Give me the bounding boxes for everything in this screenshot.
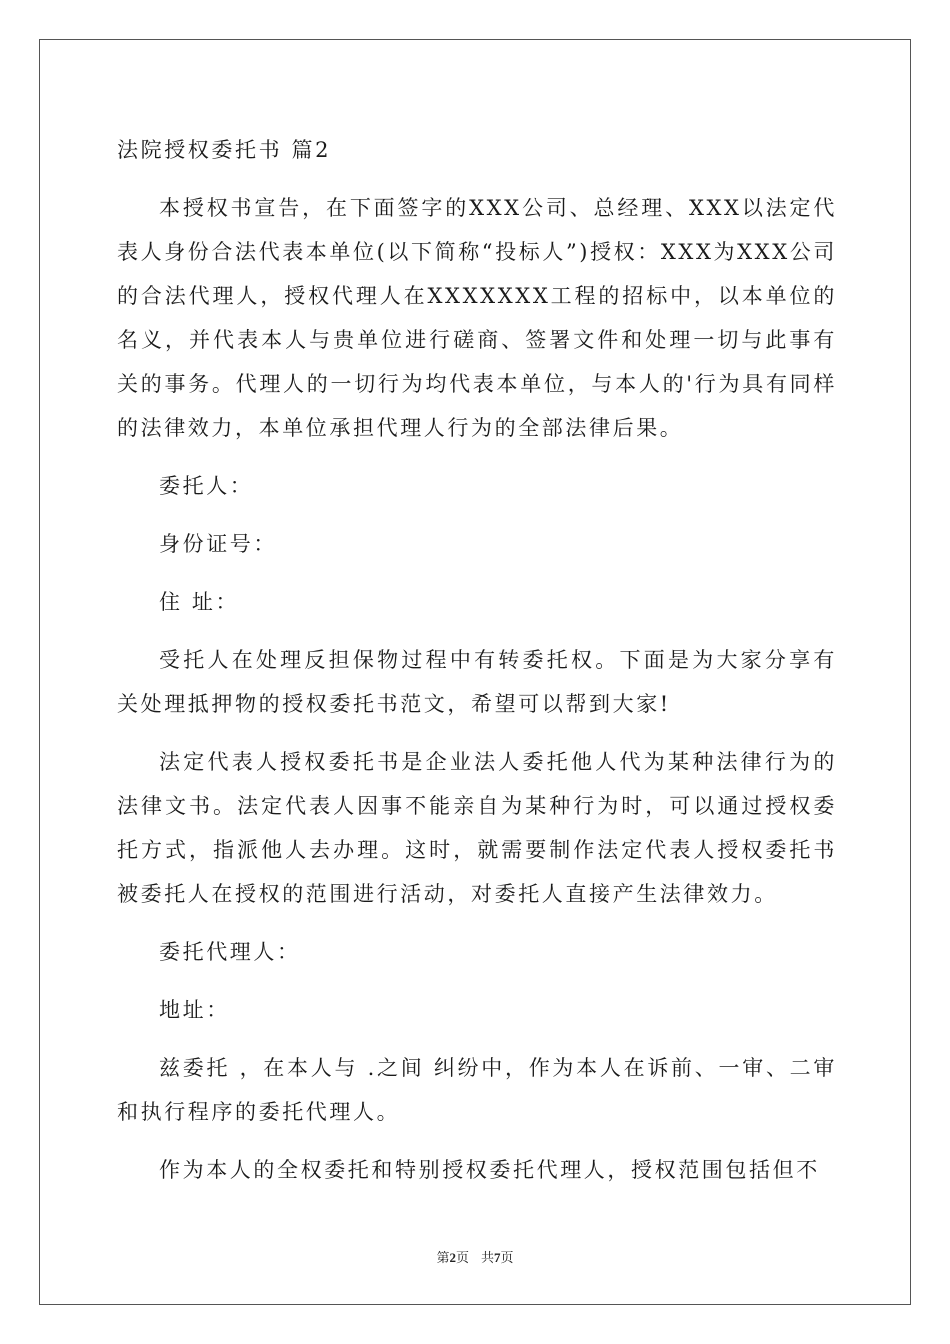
page-suffix: 页 bbox=[455, 1250, 469, 1265]
document-title: 法院授权委托书 篇2 bbox=[117, 138, 332, 162]
page-number: 2 bbox=[449, 1250, 456, 1265]
paragraph-authorization-declaration: 本授权书宣告，在下面签字的XXX公司、总经理、XXX以法定代表人身份合法代表本单位(以下简称“投标人”)授权：XXX为XXX公司的合法代理人，授权代理人在XXXXXXX工程的招标中，以本单位的名义，并代表本人与贵单位进行磋商、签署文件和处理一切与此事有关的事务。代理人的一切行为均代表本单位，与本人的'行为具有同样的法律效力，本单位承担代理人行为的全部法律后果。 bbox=[117, 196, 837, 440]
paragraph-legal-representative: 法定代表人授权委托书是企业法人委托他人代为某种法律行为的法律文书。法定代表人因事不能亲自为某种行为时，可以通过授权委托方式，指派他人去办理。这时，就需要制作法定代表人授权委托书被委托人在授权的范围进行活动，对委托人直接产生法律效力。 bbox=[117, 750, 837, 906]
field-id-number: 身份证号： bbox=[159, 532, 277, 556]
field-address: 住 址： bbox=[159, 590, 240, 614]
paragraph-entrustment: 兹委托 ，在本人与 .之间 纠纷中，作为本人在诉前、一审、二审和执行程序的委托代理人。 bbox=[117, 1056, 837, 1124]
paragraph-sub-delegation: 受托人在处理反担保物过程中有转委托权。下面是为大家分享有关处理抵押物的授权委托书范文，希望可以帮到大家! bbox=[117, 648, 837, 716]
page-prefix: 第 bbox=[436, 1250, 450, 1265]
page-footer bbox=[0, 1247, 950, 1266]
total-pages: 7 bbox=[494, 1250, 501, 1265]
total-prefix: 共 bbox=[481, 1250, 495, 1265]
field-principal: 委托人： bbox=[159, 474, 254, 498]
field-agent-address: 地址： bbox=[159, 998, 230, 1022]
paragraph-scope: 作为本人的全权委托和特别授权委托代理人，授权范围包括但不 bbox=[159, 1158, 820, 1182]
field-agent: 委托代理人： bbox=[159, 940, 301, 964]
document-body bbox=[117, 128, 837, 1206]
total-suffix: 页 bbox=[500, 1250, 514, 1265]
